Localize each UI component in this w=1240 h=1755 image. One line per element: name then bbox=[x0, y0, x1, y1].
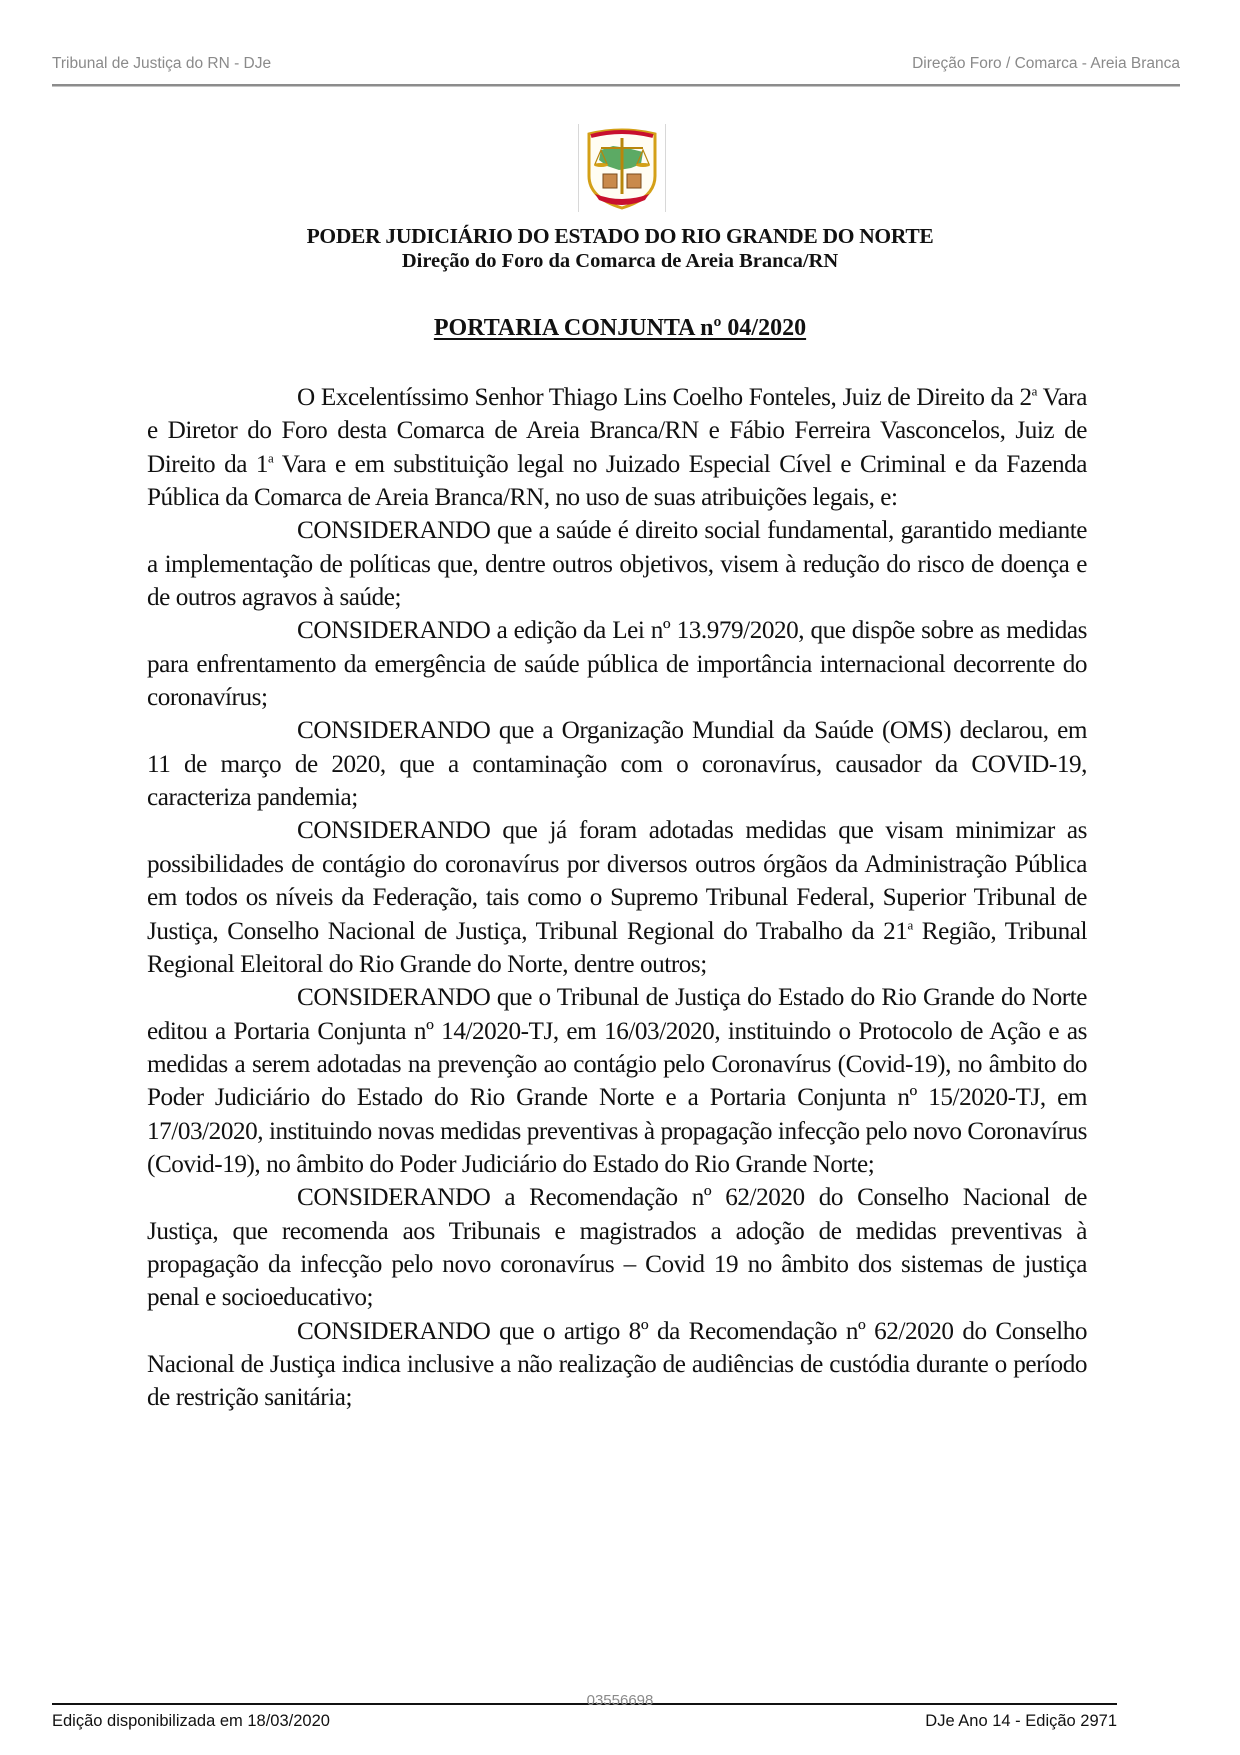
considering-paragraph: CONSIDERANDO a Recomendação nº 62/2020 do Conselho Nacional de Justiça, que recomenda aos Tribunais e magistrados a adoção de medidas preventivas à propagação da infecção pelo novo coronavírus – Covid 19 no âmbito dos sistemas de justiça penal e socioeducativo; bbox=[147, 1184, 1087, 1312]
ordinal-superscript: a bbox=[267, 450, 274, 466]
considering-paragraph: CONSIDERANDO que a Organização Mundial da Saúde (OMS) declarou, em 11 de março de 2020, que a contaminação com o coronavírus, causador da COVID-19, caracteriza pandemia; bbox=[147, 717, 1087, 812]
institution-division: Direção do Foro da Comarca de Areia Branca/RN bbox=[401, 250, 839, 272]
document-body bbox=[147, 381, 1087, 1415]
preamble-text: Vara e em substituição legal no Juizado Especial Cível e Criminal e da Fazenda Pública da Comarca de Areia Branca/RN, no uso de suas atribuições legais, e: bbox=[147, 450, 1087, 512]
ordinal-superscript: a bbox=[1031, 383, 1037, 399]
institution-name: PODER JUDICIÁRIO DO ESTADO DO RIO GRANDE DO NORTE bbox=[306, 224, 934, 248]
ordinal-superscript: a bbox=[907, 917, 913, 933]
preamble-text: O Excelentíssimo Senhor Thiago Lins Coelho Fonteles, Juiz de Direito da 2 bbox=[297, 384, 1032, 411]
court-coat-of-arms-icon bbox=[578, 124, 666, 212]
considering-paragraph: CONSIDERANDO que o Tribunal de Justiça do Estado do Rio Grande do Norte editou a Portaria Conjunta nº 14/2020-TJ, em 16/03/2020, instituindo o Protocolo de Ação e as medidas a serem adotadas na prevenção ao contágio pelo Coronavírus (Covid-19), no âmbito do Poder Judiciário do Estado do Rio Grande Norte e a Portaria Conjunta nº 15/2020-TJ, em 17/03/2020, instituindo novas medidas preventivas à propagação infecção pelo novo Coronavírus (Covid-19), no âmbito do Poder Judiciário do Estado do Rio Grande Norte; bbox=[147, 984, 1087, 1178]
running-header bbox=[52, 55, 1180, 85]
preamble-text: Vara e Diretor do Foro desta Comarca de Areia Branca/RN e Fábio Ferreira Vasconcelos, Juiz de Direito da 1 bbox=[147, 384, 1087, 478]
footer-publication-date: Edição disponibilizada em 18/03/2020 bbox=[52, 1712, 330, 1730]
preamble-paragraph bbox=[147, 381, 1087, 514]
considering-paragraph: CONSIDERANDO que o artigo 8º da Recomendação nº 62/2020 do Conselho Nacional de Justiça indica inclusive a não realização de audiências de custódia durante o período de restrição sanitária; bbox=[147, 1317, 1087, 1412]
document-id: 03556698 bbox=[586, 1692, 654, 1709]
document-title bbox=[0, 315, 1240, 342]
document-title-text: PORTARIA CONJUNTA nº 04/2020 bbox=[433, 315, 807, 341]
considering-text: CONSIDERANDO que já foram adotadas medidas que visam minimizar as possibilidades de contágio do coronavírus por diversos outros órgãos da Administração Pública em todos os níveis da Federação, tais como o Supremo Tribunal Federal, Superior Tribunal de Justiça, Conselho Nacional de Justiça, Tribunal Regional do Trabalho da 21 bbox=[147, 817, 1087, 945]
considering-paragraph: CONSIDERANDO que a saúde é direito social fundamental, garantido mediante a implementação de políticas que, dentre outros objetivos, visem à redução do risco de doença e de outros agravos à saúde; bbox=[147, 517, 1087, 612]
considering-paragraph bbox=[147, 814, 1087, 981]
header-publication: Tribunal de Justiça do RN - DJe bbox=[52, 55, 272, 72]
header-divider bbox=[52, 84, 1180, 87]
considering-text: Região, Tribunal Regional Eleitoral do Rio Grande do Norte, dentre outros; bbox=[147, 917, 1087, 978]
considering-paragraph: CONSIDERANDO a edição da Lei nº 13.979/2020, que dispõe sobre as medidas para enfrentamento da emergência de saúde pública de importância internacional decorrente do coronavírus; bbox=[147, 617, 1087, 712]
footer-edition: DJe Ano 14 - Edição 2971 bbox=[925, 1712, 1117, 1730]
header-section: Direção Foro / Comarca - Areia Branca bbox=[912, 55, 1180, 72]
